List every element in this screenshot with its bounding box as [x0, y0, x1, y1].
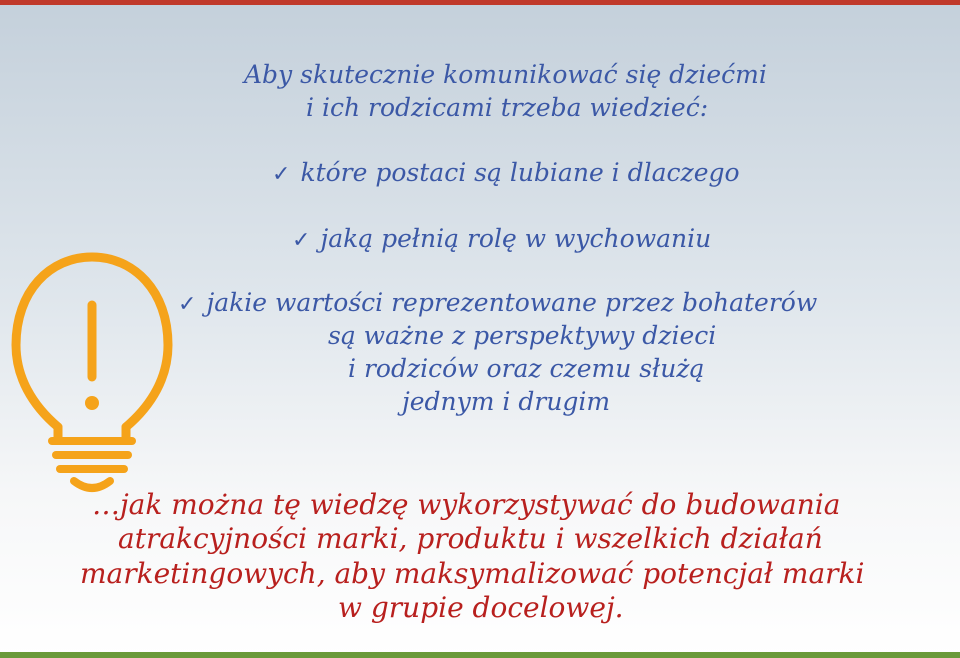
intro-line-2: i ich rodzicami trzeba wiedzieć: — [306, 93, 709, 122]
bullet-item-1 — [272, 158, 740, 190]
intro-line-1: Aby skutecznie komunikować się dziećmi — [244, 60, 767, 89]
bullet-item-3 — [178, 288, 817, 320]
lightbulb-icon — [10, 245, 180, 495]
bullet-item-3-line-2: są ważne z perspektywy dzieci — [328, 321, 717, 350]
conclusion-line-3: marketingowych, aby maksymalizować potencjał marki — [80, 557, 865, 590]
bullet-item-3-line-4: jednym i drugim — [402, 387, 611, 416]
bullet-text: jaką pełnią rolę w wychowaniu — [320, 224, 712, 253]
conclusion-line-2: atrakcyjności marki, produktu i wszelkich działań — [118, 522, 823, 555]
bullet-item-3-line-3: i rodziców oraz czemu służą — [348, 354, 705, 383]
top-accent-bar — [0, 0, 960, 5]
bottom-accent-bar — [0, 652, 960, 658]
bullet-text: jakie wartości reprezentowane przez bohaterów — [206, 288, 818, 317]
checkmark-icon: ✓ — [272, 162, 291, 187]
bullet-text: które postaci są lubiane i dlaczego — [300, 158, 740, 187]
bullet-item-2 — [292, 224, 711, 256]
conclusion-line-4: w grupie docelowej. — [338, 591, 624, 624]
checkmark-icon: ✓ — [292, 228, 311, 253]
checkmark-icon: ✓ — [178, 292, 197, 317]
conclusion-line-1: …jak można tę wiedzę wykorzystywać do budowania — [92, 488, 841, 521]
